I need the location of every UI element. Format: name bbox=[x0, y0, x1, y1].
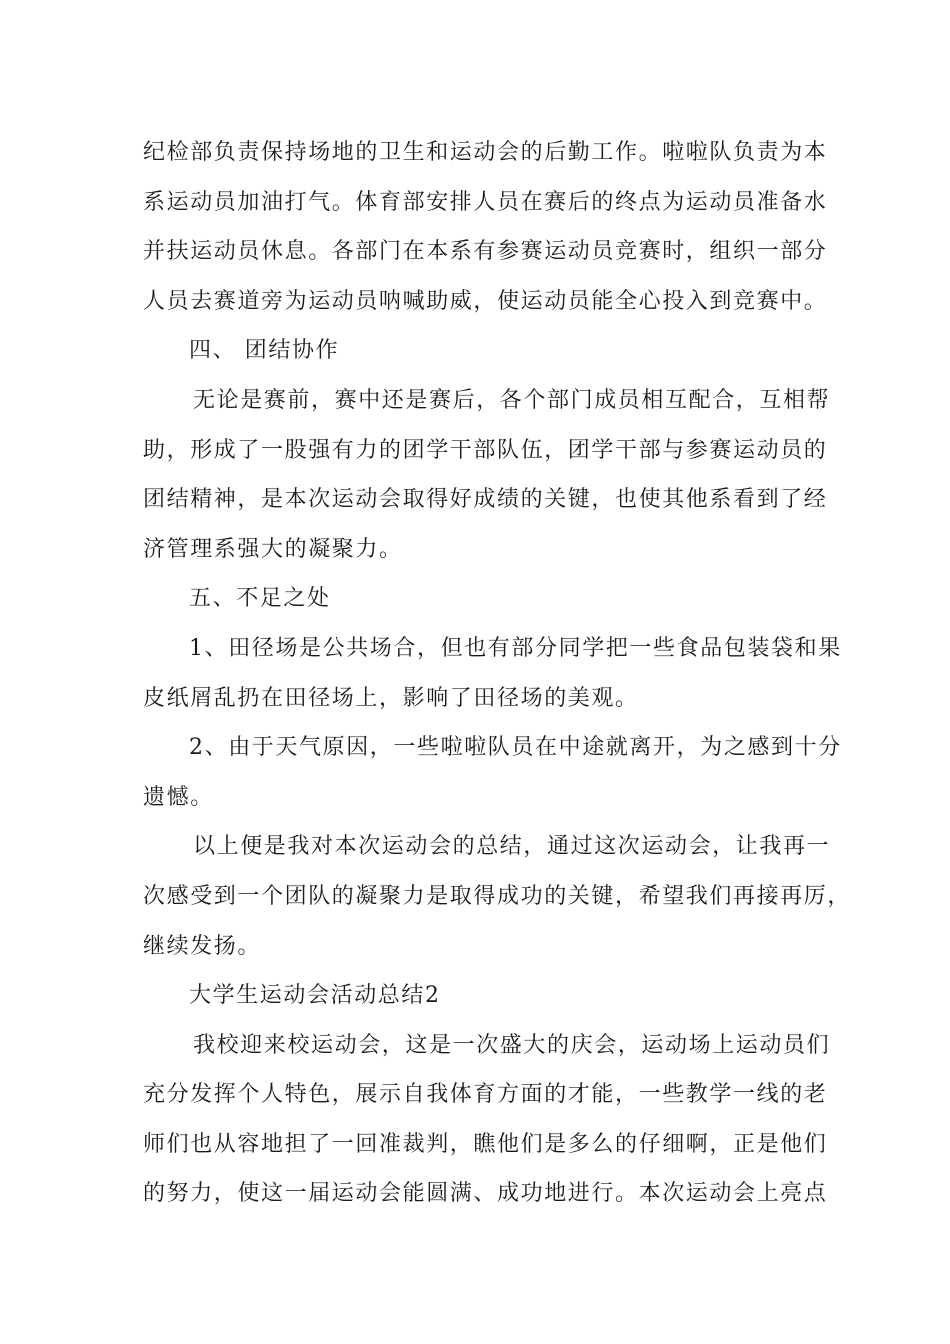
section-heading-4: 四、 团结协作 bbox=[189, 338, 340, 364]
list-item-2: 2、由于天气原因，一些啦啦队员在中途就离开，为之感到十分 bbox=[189, 735, 842, 761]
list-item-1: 1、田径场是公共场合，但也有部分同学把一些食品包装袋和果 bbox=[189, 635, 842, 661]
body-line-22: 的努力，使这一届运动会能圆满、成功地进行。本次运动会上亮点 bbox=[143, 1181, 828, 1207]
body-line-7: 助，形成了一股强有力的团学干部队伍，团学干部与参赛运动员的 bbox=[143, 437, 828, 463]
body-line-1: 纪检部负责保持场地的卫生和运动会的后勤工作。啦啦队负责为本 bbox=[143, 140, 828, 165]
body-line-6: 无论是赛前，赛中还是赛后，各个部门成员相互配合，互相帮 bbox=[193, 387, 831, 413]
list-item-2-cont: 遗憾。 bbox=[143, 784, 214, 810]
body-line-17: 继续发扬。 bbox=[143, 933, 262, 959]
body-line-3: 并扶运动员休息。各部门在本系有参赛运动员竞赛时，组织一部分 bbox=[143, 239, 828, 265]
body-line-16: 次感受到一个团队的凝聚力是取得成功的关键，希望我们再接再厉， bbox=[143, 883, 852, 909]
body-line-9: 济管理系强大的凝聚力。 bbox=[143, 536, 403, 562]
list-item-1-cont: 皮纸屑乱扔在田径场上，影响了田径场的美观。 bbox=[143, 685, 639, 711]
body-line-2: 系运动员加油打气。体育部安排人员在赛后的终点为运动员准备水 bbox=[143, 189, 828, 215]
body-line-15: 以上便是我对本次运动会的总结，通过这次运动会，让我再一 bbox=[193, 834, 831, 860]
document-body bbox=[143, 128, 852, 1219]
section-heading-5: 五、不足之处 bbox=[189, 586, 331, 612]
body-line-8: 团结精神，是本次运动会取得好成绩的关键，也使其他系看到了经 bbox=[143, 487, 828, 513]
article-title-2: 大学生运动会活动总结2 bbox=[189, 983, 441, 1009]
body-line-21: 师们也从容地担了一回准裁判，瞧他们是多么的仔细啊，正是他们 bbox=[143, 1131, 828, 1157]
body-line-20: 充分发挥个人特色，展示自我体育方面的才能，一些教学一线的老 bbox=[143, 1082, 828, 1108]
body-line-19: 我校迎来校运动会，这是一次盛大的庆会，运动场上运动员们 bbox=[193, 1032, 831, 1058]
body-line-4: 人员去赛道旁为运动员呐喊助威，使运动员能全心投入到竞赛中。 bbox=[143, 288, 828, 314]
